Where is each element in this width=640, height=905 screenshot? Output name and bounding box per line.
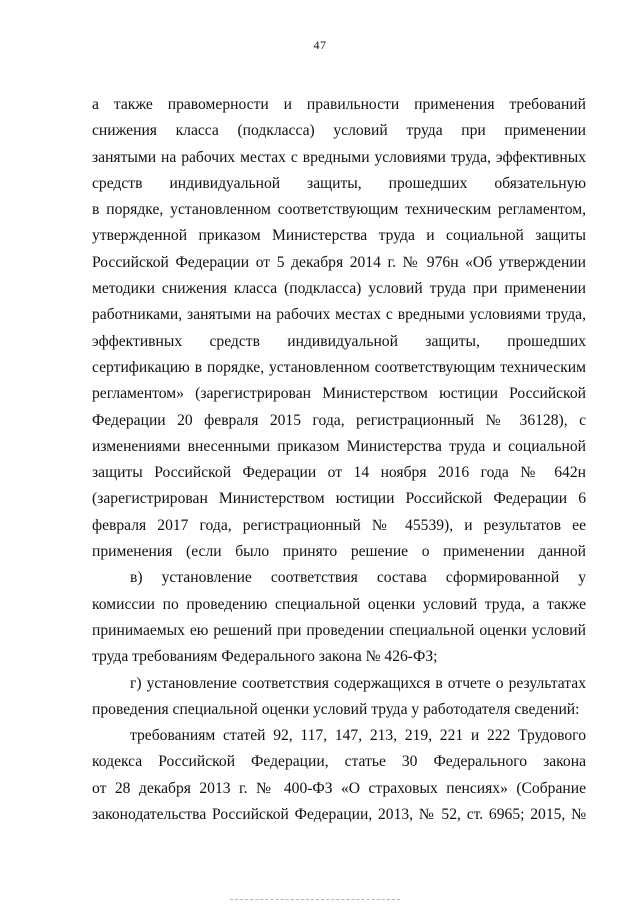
- text-line: применения (если было принято решение о применении данной: [92, 543, 586, 561]
- text-line: принимаемых ею решений при проведении специальной оценки условий: [92, 621, 586, 639]
- text-line: (зарегистрирован Министерством юстиции Российской Федерации 6: [92, 490, 586, 508]
- page-number: 47: [313, 38, 327, 52]
- text-line: а также правомерности и правильности применения требований: [92, 96, 586, 113]
- text-line: работниками, занятыми на рабочих местах с вредными условиями труда,: [92, 306, 586, 324]
- text-line: требованиям статей 92, 117, 147, 213, 219, 221 и 222 Трудового: [130, 727, 586, 745]
- text-line: снижения класса (подкласса) условий труда при применении: [92, 122, 586, 140]
- text-line: г) установление соответствия содержащихся в отчете о результатах: [130, 674, 586, 692]
- text-line: Российской Федерации от 5 декабря 2014 г. № 976н «Об утверждении: [92, 253, 586, 271]
- text-line: в порядке, установленном соответствующим техническим регламентом,: [92, 201, 586, 219]
- text-line: утвержденной приказом Министерства труда и социальной защиты: [92, 227, 586, 245]
- text-line: изменениями внесенными приказом Министерства труда и социальной: [92, 437, 586, 455]
- text-line: февраля 2017 года, регистрационный № 45539), и результатов ее: [92, 516, 586, 534]
- text-line: средств индивидуальной защиты, прошедших обязательную: [92, 174, 586, 192]
- scan-edge-divider: [230, 899, 400, 902]
- text-line: занятыми на рабочих местах с вредными условиями труда, эффективных: [92, 148, 586, 166]
- text-line: кодекса Российской Федерации, статье 30 Федерального закона: [92, 753, 586, 771]
- text-line: проведения специальной оценки условий труда у работодателя сведений:: [92, 700, 580, 718]
- text-line: эффективных средств индивидуальной защиты, прошедших: [92, 332, 586, 350]
- text-line: регламентом» (зарегистрирован Министерством юстиции Российской: [92, 385, 586, 403]
- text-line: защиты Российской Федерации от 14 ноября 2016 года № 642н: [92, 464, 586, 482]
- text-line: Федерации 20 февраля 2015 года, регистрационный № 36128), с: [92, 411, 586, 429]
- text-line: законодательства Российской Федерации, 2013, № 52, ст. 6965; 2015, №: [92, 806, 586, 824]
- text-line: от 28 декабря 2013 г. № 400-ФЗ «О страховых пенсиях» (Собрание: [92, 779, 586, 797]
- text-line: сертификацию в порядке, установленном соответствующим техническим: [92, 358, 586, 376]
- text-line: методики снижения класса (подкласса) условий труда при применении: [92, 280, 586, 298]
- text-line: в) установление соответствия состава сформированной у: [130, 569, 586, 587]
- text-line: труда требованиям Федерального закона № 426-ФЗ;: [92, 648, 438, 666]
- body-text: [92, 92, 586, 828]
- text-line: комиссии по проведению специальной оценки условий труда, а также: [92, 595, 586, 613]
